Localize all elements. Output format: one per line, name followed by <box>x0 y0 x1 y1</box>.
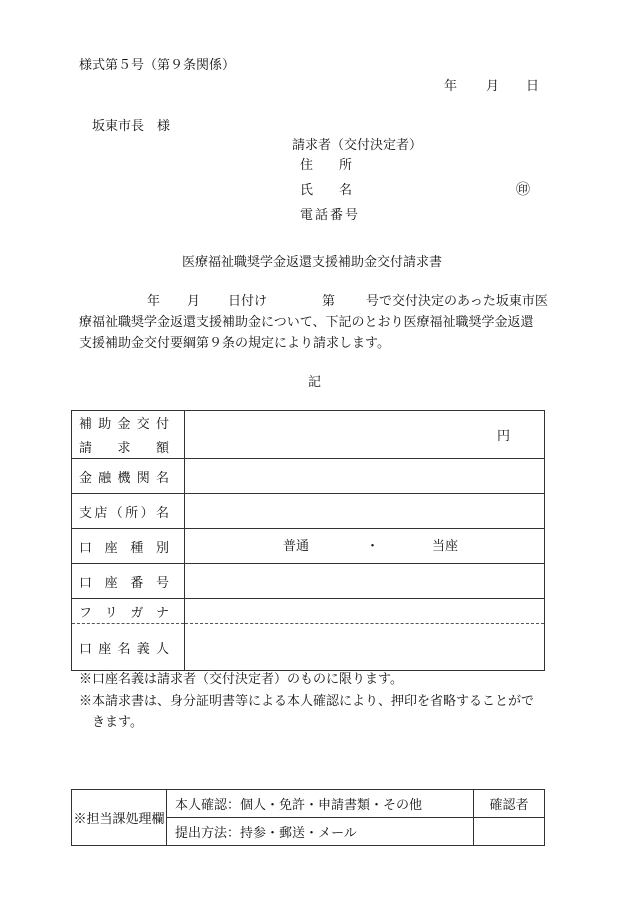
branch-label-cell: 支 店 （ 所 ） 名 <box>72 494 185 529</box>
bank-row <box>72 459 545 494</box>
body-line3: 支援補助金交付要綱第９条の規定により請求します。 <box>79 336 390 351</box>
account-holder-row <box>72 624 545 671</box>
branch-value-cell[interactable] <box>185 494 545 529</box>
account-type-value-cell <box>185 529 545 564</box>
account-number-row <box>72 564 545 599</box>
body-number-prefix: 第 <box>322 294 336 309</box>
body-line2: 療福祉職奨学金返還支援補助金について、下記のとおり医療福祉職奨学金返還 <box>79 315 534 330</box>
body-year: 年 <box>147 294 161 309</box>
furigana-value-cell[interactable] <box>185 599 545 624</box>
bank-value-cell[interactable] <box>185 459 545 494</box>
date-month-label: 月 <box>486 79 500 94</box>
confirmer-stamp-cell[interactable] <box>474 818 545 846</box>
identity-check-cell <box>167 790 474 818</box>
account-type-current[interactable]: 当座 <box>432 539 459 554</box>
account-type-label-cell: 口 座 種 別 <box>72 529 185 564</box>
seal-mark: ㊞ <box>516 182 530 198</box>
account-number-label-cell: 口 座 番 号 <box>72 564 185 599</box>
body-date-suffix: 日付け <box>228 294 268 309</box>
amount-unit: 円 <box>496 429 510 444</box>
amount-row <box>72 411 545 459</box>
confirmer-label: 確認者 <box>489 798 529 813</box>
furigana-label-cell: フ リ ガ ナ <box>72 599 185 624</box>
identity-check-text: 本人確認：個人・免許・申請書類・その他 <box>175 798 423 813</box>
confirmer-label-cell <box>474 790 545 818</box>
note-seal-omission-line1: ※本請求書は、身分証明書等による本人確認により、押印を省略することがで <box>79 694 535 709</box>
address-label: 住 所 <box>300 158 353 173</box>
account-holder-label-cell: 口 座 名 義 人 <box>72 624 185 671</box>
branch-row <box>72 494 545 529</box>
note-seal-omission-line2: きます。 <box>92 715 143 730</box>
ki-heading: 記 <box>308 375 322 390</box>
amount-label-line1: 補 助 金 交 付 <box>79 417 169 432</box>
account-holder-value-cell[interactable] <box>185 624 545 671</box>
payment-info-table <box>71 410 545 671</box>
form-number: 様式第５号（第９条関係） <box>79 58 236 73</box>
phone-label: 電話番号 <box>300 208 361 223</box>
account-type-row <box>72 529 545 564</box>
body-month: 月 <box>187 294 201 309</box>
amount-value-cell[interactable] <box>185 411 545 459</box>
account-type-ordinary[interactable]: 普通 <box>283 539 310 554</box>
submission-method-text: 提出方法：持参・郵送・メール <box>175 826 357 841</box>
document-title: 医療福祉職奨学金返還支援補助金交付請求書 <box>182 255 443 270</box>
office-label-cell <box>72 790 167 846</box>
account-number-value-cell[interactable] <box>185 564 545 599</box>
name-label: 氏 名 <box>300 183 353 198</box>
date-year-label: 年 <box>444 79 458 94</box>
amount-label-line2: 請 求 額 <box>79 441 169 456</box>
office-row-identity <box>72 790 545 818</box>
body-line1-rest: 号で交付決定のあった坂東市医 <box>366 294 548 309</box>
office-label: ※担当課処理欄 <box>73 812 165 827</box>
furigana-row <box>72 599 545 624</box>
amount-label-cell <box>72 411 185 459</box>
account-type-separator: ・ <box>366 539 380 554</box>
addressee: 坂東市長 様 <box>92 119 171 134</box>
claimant-heading: 請求者（交付決定者） <box>292 138 423 153</box>
date-day-label: 日 <box>526 79 540 94</box>
note-account-holder: ※口座名義は請求者（交付決定者）のものに限ります。 <box>79 672 403 687</box>
submission-method-cell <box>167 818 474 846</box>
bank-label-cell: 金 融 機 関 名 <box>72 459 185 494</box>
office-processing-table <box>71 789 545 846</box>
